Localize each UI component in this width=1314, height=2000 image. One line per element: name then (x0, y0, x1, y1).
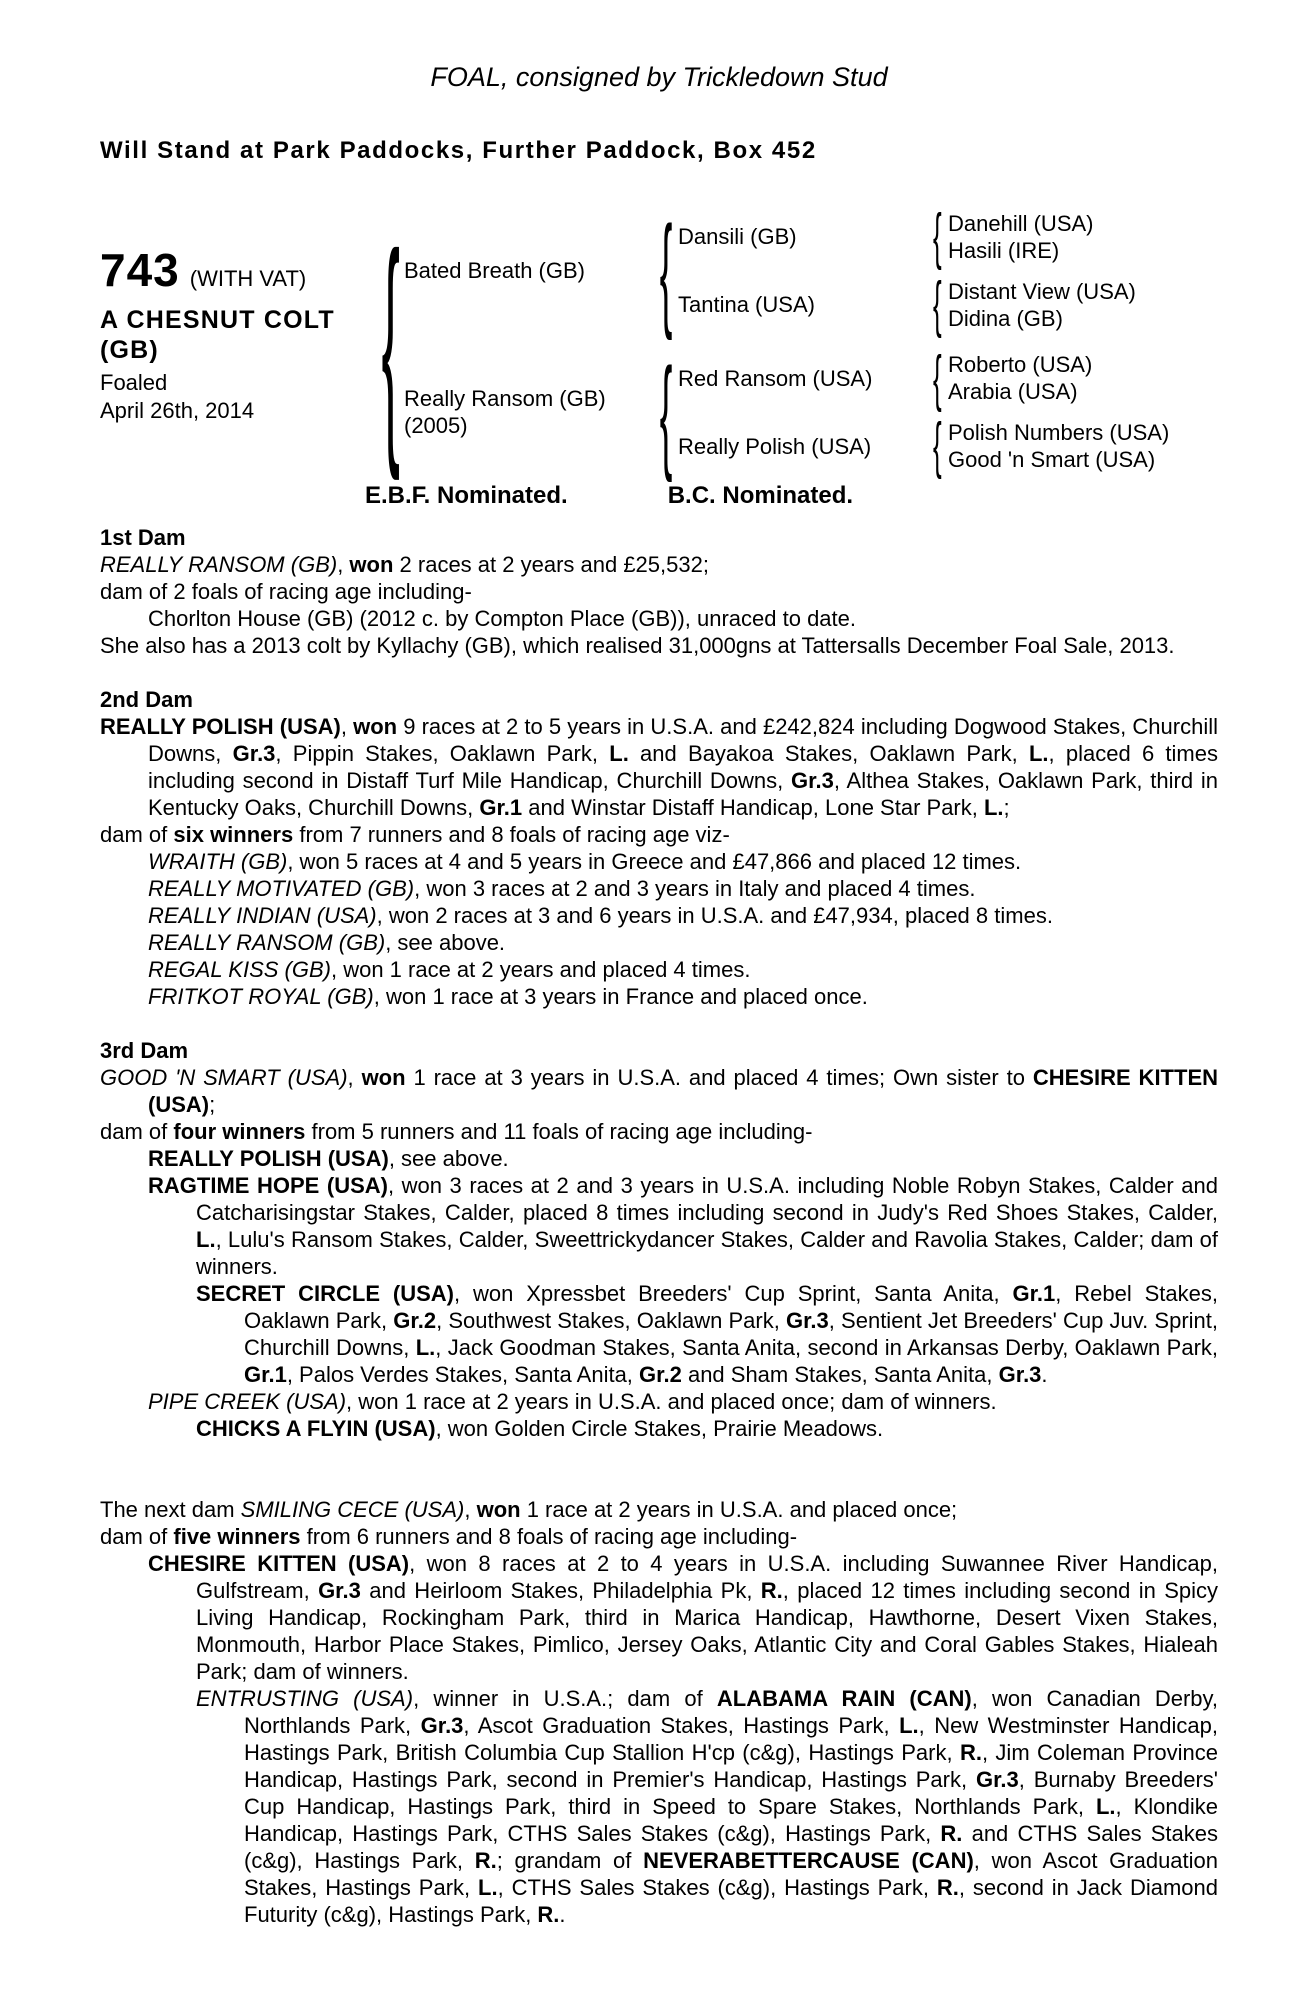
text-run: dam of (100, 1524, 174, 1550)
stand-location-line: Will Stand at Park Paddocks, Further Paddock, Box 452 (100, 137, 817, 164)
text-run: , won Ascot Graduation Stakes, Hastings Park, (244, 1848, 1219, 1901)
text-run: and Winstar Distaff Handicap, Lone Star Park, (522, 795, 984, 821)
text-run: five winners (173, 1524, 301, 1550)
text-run: , see above. (388, 1146, 509, 1172)
text-run: , won 1 race at 2 years in U.S.A. and placed once; dam of winners. (346, 1389, 997, 1415)
text-run: , Burnaby Breeders' Cup Handicap, Hastings Park, third in Speed to Spare Stakes, Northlands Park, (244, 1767, 1218, 1820)
text-run: Gr.3 (998, 1362, 1042, 1388)
text-run: She also has a 2013 colt by Kyllachy (GB), which realised 31,000gns at Tattersalls December Foal Sale, 2013. (100, 633, 1175, 659)
text-run: dam of 2 foals of racing age including- (100, 579, 472, 605)
text-run: Gr.3 (420, 1713, 464, 1739)
text-run: Gr.1 (244, 1362, 287, 1388)
sire-sire-dam-name: Hasili (IRE) (948, 237, 1060, 263)
section-spacer (100, 1442, 1218, 1496)
text-run: , won 1 race at 2 years and placed 4 times. (330, 957, 751, 983)
pedigree-paragraph (100, 1685, 1218, 1928)
text-run: REALLY POLISH (USA) (100, 714, 341, 740)
pedigree-paragraph (100, 1118, 1218, 1145)
text-run: , Jim Coleman Province Handicap, Hastings Park, second in Premier's Handicap, Hastings Park, (244, 1740, 1218, 1793)
sire-dam-dam-name: Didina (GB) (948, 305, 1063, 331)
text-run: ; (209, 1092, 216, 1118)
text-run: REALLY INDIAN (USA) (148, 903, 377, 929)
pedigree-text-body (100, 524, 1218, 1928)
nominations-line (100, 482, 1218, 510)
pedigree-root-brace: { (381, 202, 401, 482)
text-run: , won Xpressbet Breeders' Cup Sprint, Santa Anita, (453, 1281, 1013, 1307)
sire-sire-brace: { (932, 202, 942, 271)
dam-dam-dam-name: Good 'n Smart (USA) (948, 447, 1156, 473)
text-run: , (347, 1065, 362, 1091)
text-run: CHESIRE KITTEN (USA) (148, 1551, 410, 1577)
ebf-nominated: E.B.F. Nominated. (365, 482, 568, 510)
text-run: Gr.2 (393, 1308, 437, 1334)
section-spacer (100, 659, 1218, 686)
text-run: won (349, 552, 394, 578)
text-run: CHESIRE KITTEN (USA) (148, 1065, 1219, 1118)
text-run: 1 race at 3 years in U.S.A. and placed 4 times; Own sister to (405, 1065, 1033, 1091)
pedigree-paragraph (100, 1280, 1218, 1388)
text-run: and Sham Stakes, Santa Anita, (681, 1362, 999, 1388)
sire-sire-name: Dansili (GB) (678, 224, 797, 250)
sire-name (404, 257, 654, 284)
dam-year-text: (2005) (404, 413, 468, 439)
pedigree-paragraph (100, 1145, 1218, 1172)
text-run: 1 race at 2 years in U.S.A. and placed once; (520, 1497, 958, 1523)
dam-dam-name: Really Polish (USA) (678, 433, 872, 459)
sire-brace: { (659, 200, 673, 342)
sire-dam-parents (948, 278, 1136, 332)
text-run: R. (936, 1875, 959, 1901)
pedigree-paragraph (100, 1496, 1218, 1523)
pedigree-paragraph (100, 1550, 1218, 1685)
text-run: Gr.1 (1012, 1281, 1056, 1307)
sire-sire-branch (678, 202, 1218, 271)
text-run: R. (940, 1821, 963, 1847)
text-run: , placed 12 times including second in Spicy Living Handicap, Rockingham Park, third in Marica Handicap, Hawthorne, Desert Vixen Stakes, Monmouth, Harbor Place Stakes, Pimlico, Jersey Oaks, Atlantic City and Coral Gables Stakes, Hialeah Park; dam of winners. (196, 1578, 1218, 1685)
text-run: , won 8 races at 2 to 4 years in U.S.A. including Suwannee River Handicap, Gulfstream, (196, 1551, 1218, 1604)
text-run: WRAITH (GB) (148, 849, 288, 875)
text-run: , won 3 races at 2 and 3 years in Italy and placed 4 times. (414, 876, 976, 902)
text-run: , Althea Stakes, Oaklawn Park, third in Kentucky Oaks, Churchill Downs, (148, 768, 1218, 821)
text-run: Gr.2 (639, 1362, 682, 1388)
pedigree-paragraph (100, 578, 1218, 605)
sire-name-text: Bated Breath (GB) (404, 258, 585, 284)
sire-dam-brace: { (932, 269, 942, 339)
dam-name (404, 385, 654, 439)
text-run: L. (983, 795, 1004, 821)
text-run: 2 races at 2 years and £25,532; (393, 552, 709, 578)
text-run: PIPE CREEK (USA) (148, 1389, 347, 1415)
text-run: , Southwest Stakes, Oaklawn Park, (436, 1308, 786, 1334)
dam-branch (404, 341, 1218, 483)
text-run: Gr.3 (785, 1308, 829, 1334)
dam-parents-column (678, 343, 1218, 481)
bc-nominated: B.C. Nominated. (667, 482, 854, 510)
pedigree-paragraph (100, 632, 1218, 659)
pedigree-paragraph (100, 551, 1218, 578)
text-run: , Pippin Stakes, Oaklawn Park, (275, 741, 610, 767)
text-run: and Heirloom Stakes, Philadelphia Pk, (360, 1578, 761, 1604)
dam-section-heading: 3rd Dam (100, 1038, 189, 1064)
text-run: Gr.3 (318, 1578, 361, 1604)
pedigree-paragraph (100, 983, 1218, 1010)
text-run: from 5 runners and 11 foals of racing age including- (305, 1119, 813, 1145)
text-run: L. (478, 1875, 498, 1901)
dam-section-heading: 1st Dam (100, 525, 186, 551)
text-run: , won 3 races at 2 and 3 years in U.S.A. including Noble Robyn Stakes, Calder and Catcharisingstar Stakes, Calder, placed 8 times including second in Judy's Red Shoes Stakes, Calder, (196, 1173, 1218, 1226)
text-run: four winners (173, 1119, 306, 1145)
text-run: GOOD 'N SMART (USA) (100, 1065, 348, 1091)
text-run: R. (959, 1740, 982, 1766)
pedigree-paragraph (100, 902, 1218, 929)
text-run: Gr.1 (479, 795, 523, 821)
text-run: won (361, 1065, 406, 1091)
sire-branch (404, 200, 1218, 342)
horse-name-line1: A CHESNUT COLT (100, 306, 335, 334)
text-run: dam of (100, 822, 174, 848)
text-run: . (559, 1902, 566, 1928)
pedigree-paragraph (100, 848, 1218, 875)
text-run: , Ascot Graduation Stakes, Hastings Park, (463, 1713, 900, 1739)
text-run: Gr.3 (975, 1767, 1019, 1793)
sire-dam-sire-name: Distant View (USA) (948, 278, 1136, 304)
text-run: . (1041, 1362, 1048, 1388)
text-run: ; (1003, 795, 1010, 821)
text-run: L. (1095, 1794, 1116, 1820)
text-run: , second in Jack Diamond Futurity (c&g), Hastings Park, (244, 1875, 1218, 1928)
text-run: , placed 6 times including second in Distaff Turf Mile Handicap, Churchill Downs, (148, 741, 1218, 794)
lot-info (100, 209, 378, 474)
text-run: from 7 runners and 8 foals of racing age viz- (293, 822, 730, 848)
pedigree-gen1-column (404, 200, 1218, 483)
text-run: , won Canadian Derby, Northlands Park, (244, 1686, 1219, 1739)
text-run: REALLY POLISH (USA) (148, 1146, 389, 1172)
lot-and-pedigree (100, 200, 1218, 483)
text-run: R. (537, 1902, 560, 1928)
sire-sire-parents (948, 210, 1094, 264)
text-run: , won 1 race at 3 years in France and placed once. (373, 984, 868, 1010)
text-run: , see above. (385, 930, 506, 956)
text-run: ; grandam of (496, 1848, 644, 1874)
text-run: SECRET CIRCLE (USA) (196, 1281, 454, 1307)
vat-note: (WITH VAT) (189, 266, 307, 291)
text-run: , won 2 races at 3 and 6 years in U.S.A. and £47,934, placed 8 times. (376, 903, 1053, 929)
text-run: RAGTIME HOPE (USA) (148, 1173, 388, 1199)
text-run: from 6 runners and 8 foals of racing age including- (300, 1524, 798, 1550)
dam-brace: { (659, 341, 673, 483)
text-run: L. (196, 1227, 216, 1253)
dam-sire-name: Red Ransom (USA) (678, 365, 873, 391)
sire-sire-sire-name: Danehill (USA) (948, 210, 1094, 236)
text-run: , Jack Goodman Stakes, Santa Anita, second in Arkansas Derby, Oaklawn Park, (435, 1335, 1219, 1361)
pedigree-paragraph (100, 956, 1218, 983)
lot-number-row (100, 243, 378, 297)
text-run: and Bayakoa Stakes, Oaklawn Park, (628, 741, 1029, 767)
pedigree-paragraph (100, 1064, 1218, 1118)
dam-sire-parents (948, 351, 1092, 405)
foaled-info (100, 369, 378, 425)
sire-dam-branch (678, 269, 1218, 339)
text-run: ALABAMA RAIN (CAN) (716, 1686, 972, 1712)
text-run: , (337, 552, 350, 578)
foaled-date: April 26th, 2014 (100, 398, 255, 423)
text-run: , New Westminster Handicap, Hastings Park, British Columbia Cup Stallion H'cp (c&g), Hastings Park, (244, 1713, 1218, 1766)
text-run: , winner in U.S.A.; dam of (413, 1686, 717, 1712)
text-run: R. (760, 1578, 783, 1604)
section-spacer (100, 1010, 1218, 1037)
text-run: CHICKS A FLYIN (USA) (196, 1416, 436, 1442)
pedigree-paragraph (100, 929, 1218, 956)
consignment-title: FOAL, consigned by Trickledown Stud (430, 62, 888, 92)
text-run: R. (474, 1848, 497, 1874)
text-run: REALLY RANSOM (GB) (148, 930, 386, 956)
pedigree-paragraph (100, 713, 1218, 821)
text-run: REALLY MOTIVATED (GB) (148, 876, 415, 902)
text-run: L. (1028, 741, 1049, 767)
text-run: , won Golden Circle Stakes, Prairie Meadows. (435, 1416, 884, 1442)
pedigree-chart (378, 200, 1218, 483)
text-run: The next dam (100, 1497, 241, 1523)
dam-sire-brace: { (932, 343, 942, 413)
horse-name-line2: (GB) (100, 336, 159, 364)
text-run: , Sentient Jet Breeders' Cup Juv. Sprint, Churchill Downs, (244, 1308, 1218, 1361)
text-run: , (340, 714, 354, 740)
dam-dam-brace: { (932, 411, 942, 481)
pedigree-paragraph (100, 875, 1218, 902)
horse-name (100, 305, 378, 365)
text-run: ENTRUSTING (USA) (196, 1686, 414, 1712)
text-run: L. (609, 741, 629, 767)
pedigree-paragraph (100, 1388, 1218, 1415)
pedigree-paragraph (100, 1415, 1218, 1442)
dam-dam-sire-name: Polish Numbers (USA) (948, 420, 1170, 446)
text-run: six winners (173, 822, 294, 848)
dam-dam-branch (678, 411, 1218, 481)
pedigree-paragraph (100, 821, 1218, 848)
text-run: SMILING CECE (USA) (240, 1497, 465, 1523)
dam-sire-dam-name: Arabia (USA) (948, 379, 1078, 405)
text-run: NEVERABETTERCAUSE (CAN) (643, 1848, 974, 1874)
pedigree-paragraph (100, 1523, 1218, 1550)
text-run: won (476, 1497, 521, 1523)
sire-dam-name: Tantina (USA) (678, 292, 815, 318)
text-run: L. (899, 1713, 919, 1739)
dam-section-heading: 2nd Dam (100, 687, 193, 713)
dam-sire-sire-name: Roberto (USA) (948, 352, 1093, 378)
text-run: REGAL KISS (GB) (148, 957, 331, 983)
dam-dam-parents (948, 419, 1169, 473)
text-run: , Klondike Handicap, Hastings Park, CTHS Sales Stakes (c&g), Hastings Park, (244, 1794, 1218, 1847)
text-run: , Palos Verdes Stakes, Santa Anita, (286, 1362, 640, 1388)
dam-sire-branch (678, 343, 1218, 413)
pedigree-paragraph (100, 605, 1218, 632)
sire-parents-column (678, 202, 1218, 339)
text-run: , CTHS Sales Stakes (c&g), Hastings Park, (497, 1875, 937, 1901)
text-run: 9 races at 2 to 5 years in U.S.A. and £242,824 including Dogwood Stakes, Churchill Downs, (148, 714, 1218, 767)
text-run: and CTHS Sales Stakes (c&g), Hastings Park, (244, 1821, 1218, 1874)
pedigree-paragraph (100, 1172, 1218, 1280)
text-run: Chorlton House (GB) (2012 c. by Compton Place (GB)), unraced to date. (148, 606, 856, 632)
text-run: won (353, 714, 398, 740)
text-run: , won 5 races at 4 and 5 years in Greece and £47,866 and placed 12 times. (287, 849, 1022, 875)
text-run: , (464, 1497, 477, 1523)
foaled-label: Foaled (100, 370, 168, 395)
lot-number: 743 (100, 244, 180, 296)
text-run: REALLY RANSOM (GB) (100, 552, 338, 578)
text-run: Gr.3 (232, 741, 276, 767)
text-run: , Lulu's Ransom Stakes, Calder, Sweettrickydancer Stakes, Calder and Ravolia Stakes, Calder; dam of winners. (196, 1227, 1218, 1280)
text-run: L. (415, 1335, 436, 1361)
text-run: dam of (100, 1119, 174, 1145)
text-run: Gr.3 (791, 768, 834, 794)
text-run: , Rebel Stakes, Oaklawn Park, (244, 1281, 1218, 1334)
text-run: FRITKOT ROYAL (GB) (148, 984, 374, 1010)
dam-name-text: Really Ransom (GB) (404, 386, 606, 412)
